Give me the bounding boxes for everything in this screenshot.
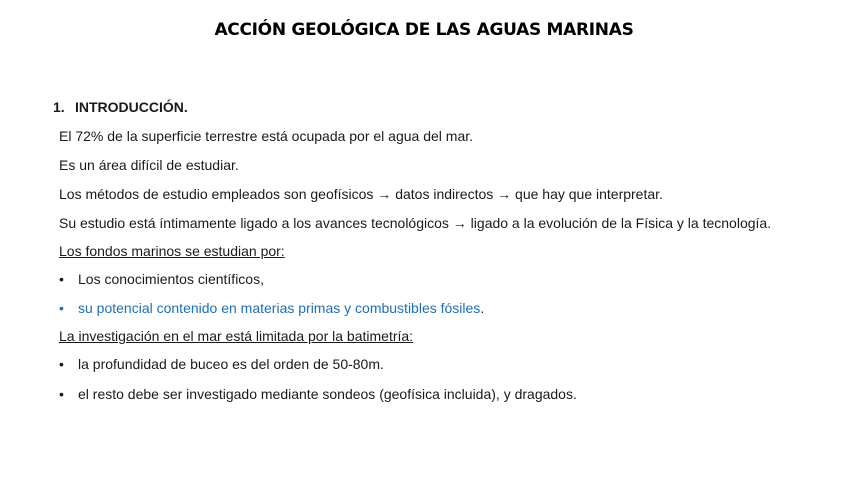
paragraph-line-4: Su estudio está íntimamente ligado a los avances tecnológicos → ligado a la evolución de la Física y la tecnología. <box>59 215 772 231</box>
paragraph-line-1: El 72% de la superficie terrestre está ocupada por el agua del mar. <box>59 128 474 144</box>
section-heading <box>53 99 188 115</box>
paragraph-line-3: Los métodos de estudio empleados son geofísicos → datos indirectos → que hay que interpretar. <box>59 186 663 202</box>
list-item-period: . <box>480 300 485 316</box>
list-item <box>59 300 484 316</box>
section-number: 1. <box>53 99 65 115</box>
subheading-fondos-marinos: Los fondos marinos se estudian por: <box>59 243 285 259</box>
list-item <box>59 356 384 372</box>
bullet-icon: • <box>59 386 64 402</box>
list-item <box>59 386 577 402</box>
paragraph-line-2: Es un área difícil de estudiar. <box>59 157 239 173</box>
bullet-icon: • <box>59 356 64 372</box>
bullet-icon: • <box>59 300 64 316</box>
page-title: ACCIÓN GEOLÓGICA DE LAS AGUAS MARINAS <box>214 20 634 40</box>
list-item-text: la profundidad de buceo es del orden de 50-80m. <box>78 356 384 372</box>
list-item-text: Los conocimientos científicos, <box>78 271 264 287</box>
section-title: INTRODUCCIÓN. <box>75 99 188 115</box>
list-item-text: el resto debe ser investigado mediante sondeos (geofísica incluida), y dragados. <box>78 386 577 402</box>
list-item <box>59 271 264 287</box>
bullet-icon: • <box>59 271 64 287</box>
list-item-text: su potencial contenido en materias primas y combustibles fósiles <box>78 300 481 316</box>
subheading-investigacion: La investigación en el mar está limitada por la batimetría: <box>59 328 414 344</box>
